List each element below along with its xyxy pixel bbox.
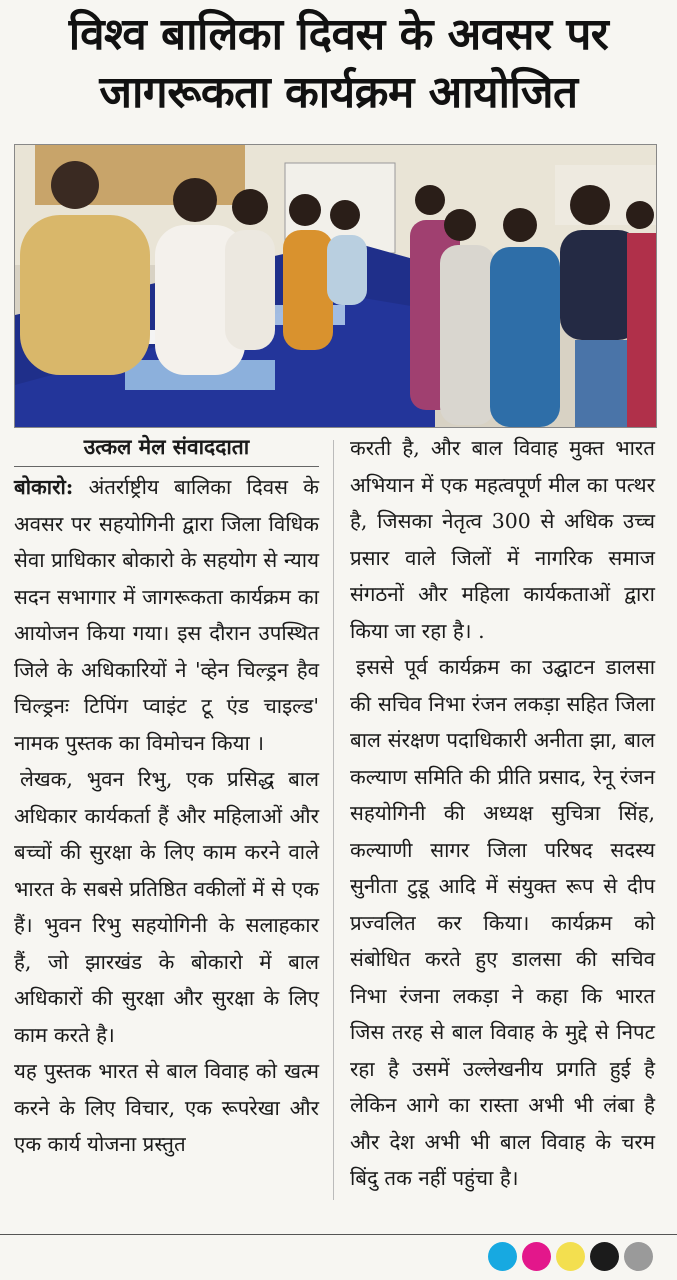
headline (10, 6, 667, 122)
article-paragraph: यह पुस्तक भारत से बाल विवाह को खत्म करने के लिए विचार, एक रूपरेखा और एक कार्य योजना प्रस्तुत (14, 1059, 319, 1156)
yellow-registration-dot (556, 1242, 585, 1271)
cyan-registration-dot (488, 1242, 517, 1271)
article-paragraph: इससे पूर्व कार्यक्रम का उद्घाटन डालसा की सचिव निभा रंजन लकड़ा सहित जिला बाल संरक्षण पदाधिकारी अनीता झा, बाल कल्याण समिति की प्रीति प्रसाद, रेनू रंजन सहयोगिनी की अध्यक्ष सुचित्रा सिंह, कल्याणी सागर जिला परिषद सदस्य सुनीता टुडू आदि में संयुक्त रूप से दीप प्रज्वलित कर किया। कार्यक्रम को संबोधित करते हुए डालसा की सचिव निभा रंजना लकड़ा ने कहा कि भारत जिस तरह से बाल विवाह के मुद्दे से निपट रहा है उसमें उल्लेखनीय प्रगति हुई है लेकिन आगे का रास्ता अभी भी लंबा है और देश अभी भी बाल विवाह के चरम बिंदु तक नहीं पहुंचा है। (350, 655, 655, 1190)
headline-line-2: जागरूकता कार्यक्रम आयोजित (99, 67, 578, 118)
black-registration-dot (590, 1242, 619, 1271)
gray-registration-dot (624, 1242, 653, 1271)
article-paragraph: लेखक, भुवन रिभु, एक प्रसिद्ध बाल अधिकार कार्यकर्ता हैं और महिलाओं और बच्चों की सुरक्षा के लिए काम करने वाले भारत के सबसे प्रतिष्ठित वकीलों में से एक हैं। भुवन रिभु सहयोगिनी के सलाहकार हैं, जो झारखंड के बोकारो में बाल अधिकारों की सुरक्षा और सुरक्षा के लिए काम करते है। (14, 767, 319, 1047)
bottom-rule (0, 1234, 677, 1235)
column-divider (333, 440, 334, 1200)
article-column-right (350, 430, 655, 1197)
paragraph-text: अंतर्राष्ट्रीय बालिका दिवस के अवसर पर सहयोगिनी द्वारा जिला विधिक सेवा प्राधिकार बोकारो के सहयोग से न्याय सदन सभागार में जागरूकता कार्यक्रम का आयोजन किया गया। इस दौरान उपस्थित जिले के अधिकारियों ने 'व्हेन चिल्ड्रन हैव चिल्ड्रनः टिपिंग प्वाइंट टू एंड चाइल्ड' नामक पुस्तक का विमोचन किया । (14, 475, 319, 755)
news-photo (14, 144, 657, 428)
registration-marks (488, 1242, 653, 1272)
article-paragraph (14, 469, 319, 761)
headline-line-1: विश्व बालिका दिवस के अवसर पर (68, 9, 609, 60)
byline: उत्कल मेल संवाददाता (14, 430, 319, 467)
article-column-left (14, 430, 319, 1163)
dateline: बोकारो: (14, 475, 74, 499)
magenta-registration-dot (522, 1242, 551, 1271)
article-paragraph: करती है, और बाल विवाह मुक्त भारत अभियान में एक महत्वपूर्ण मील का पत्थर है, जिसका नेतृत्व 300 से अधिक उच्च प्रसार वाले जिलों में नागरिक समाज संगठनों और महिला कार्यकताओं द्वारा किया जा रहा है। . (350, 436, 655, 643)
